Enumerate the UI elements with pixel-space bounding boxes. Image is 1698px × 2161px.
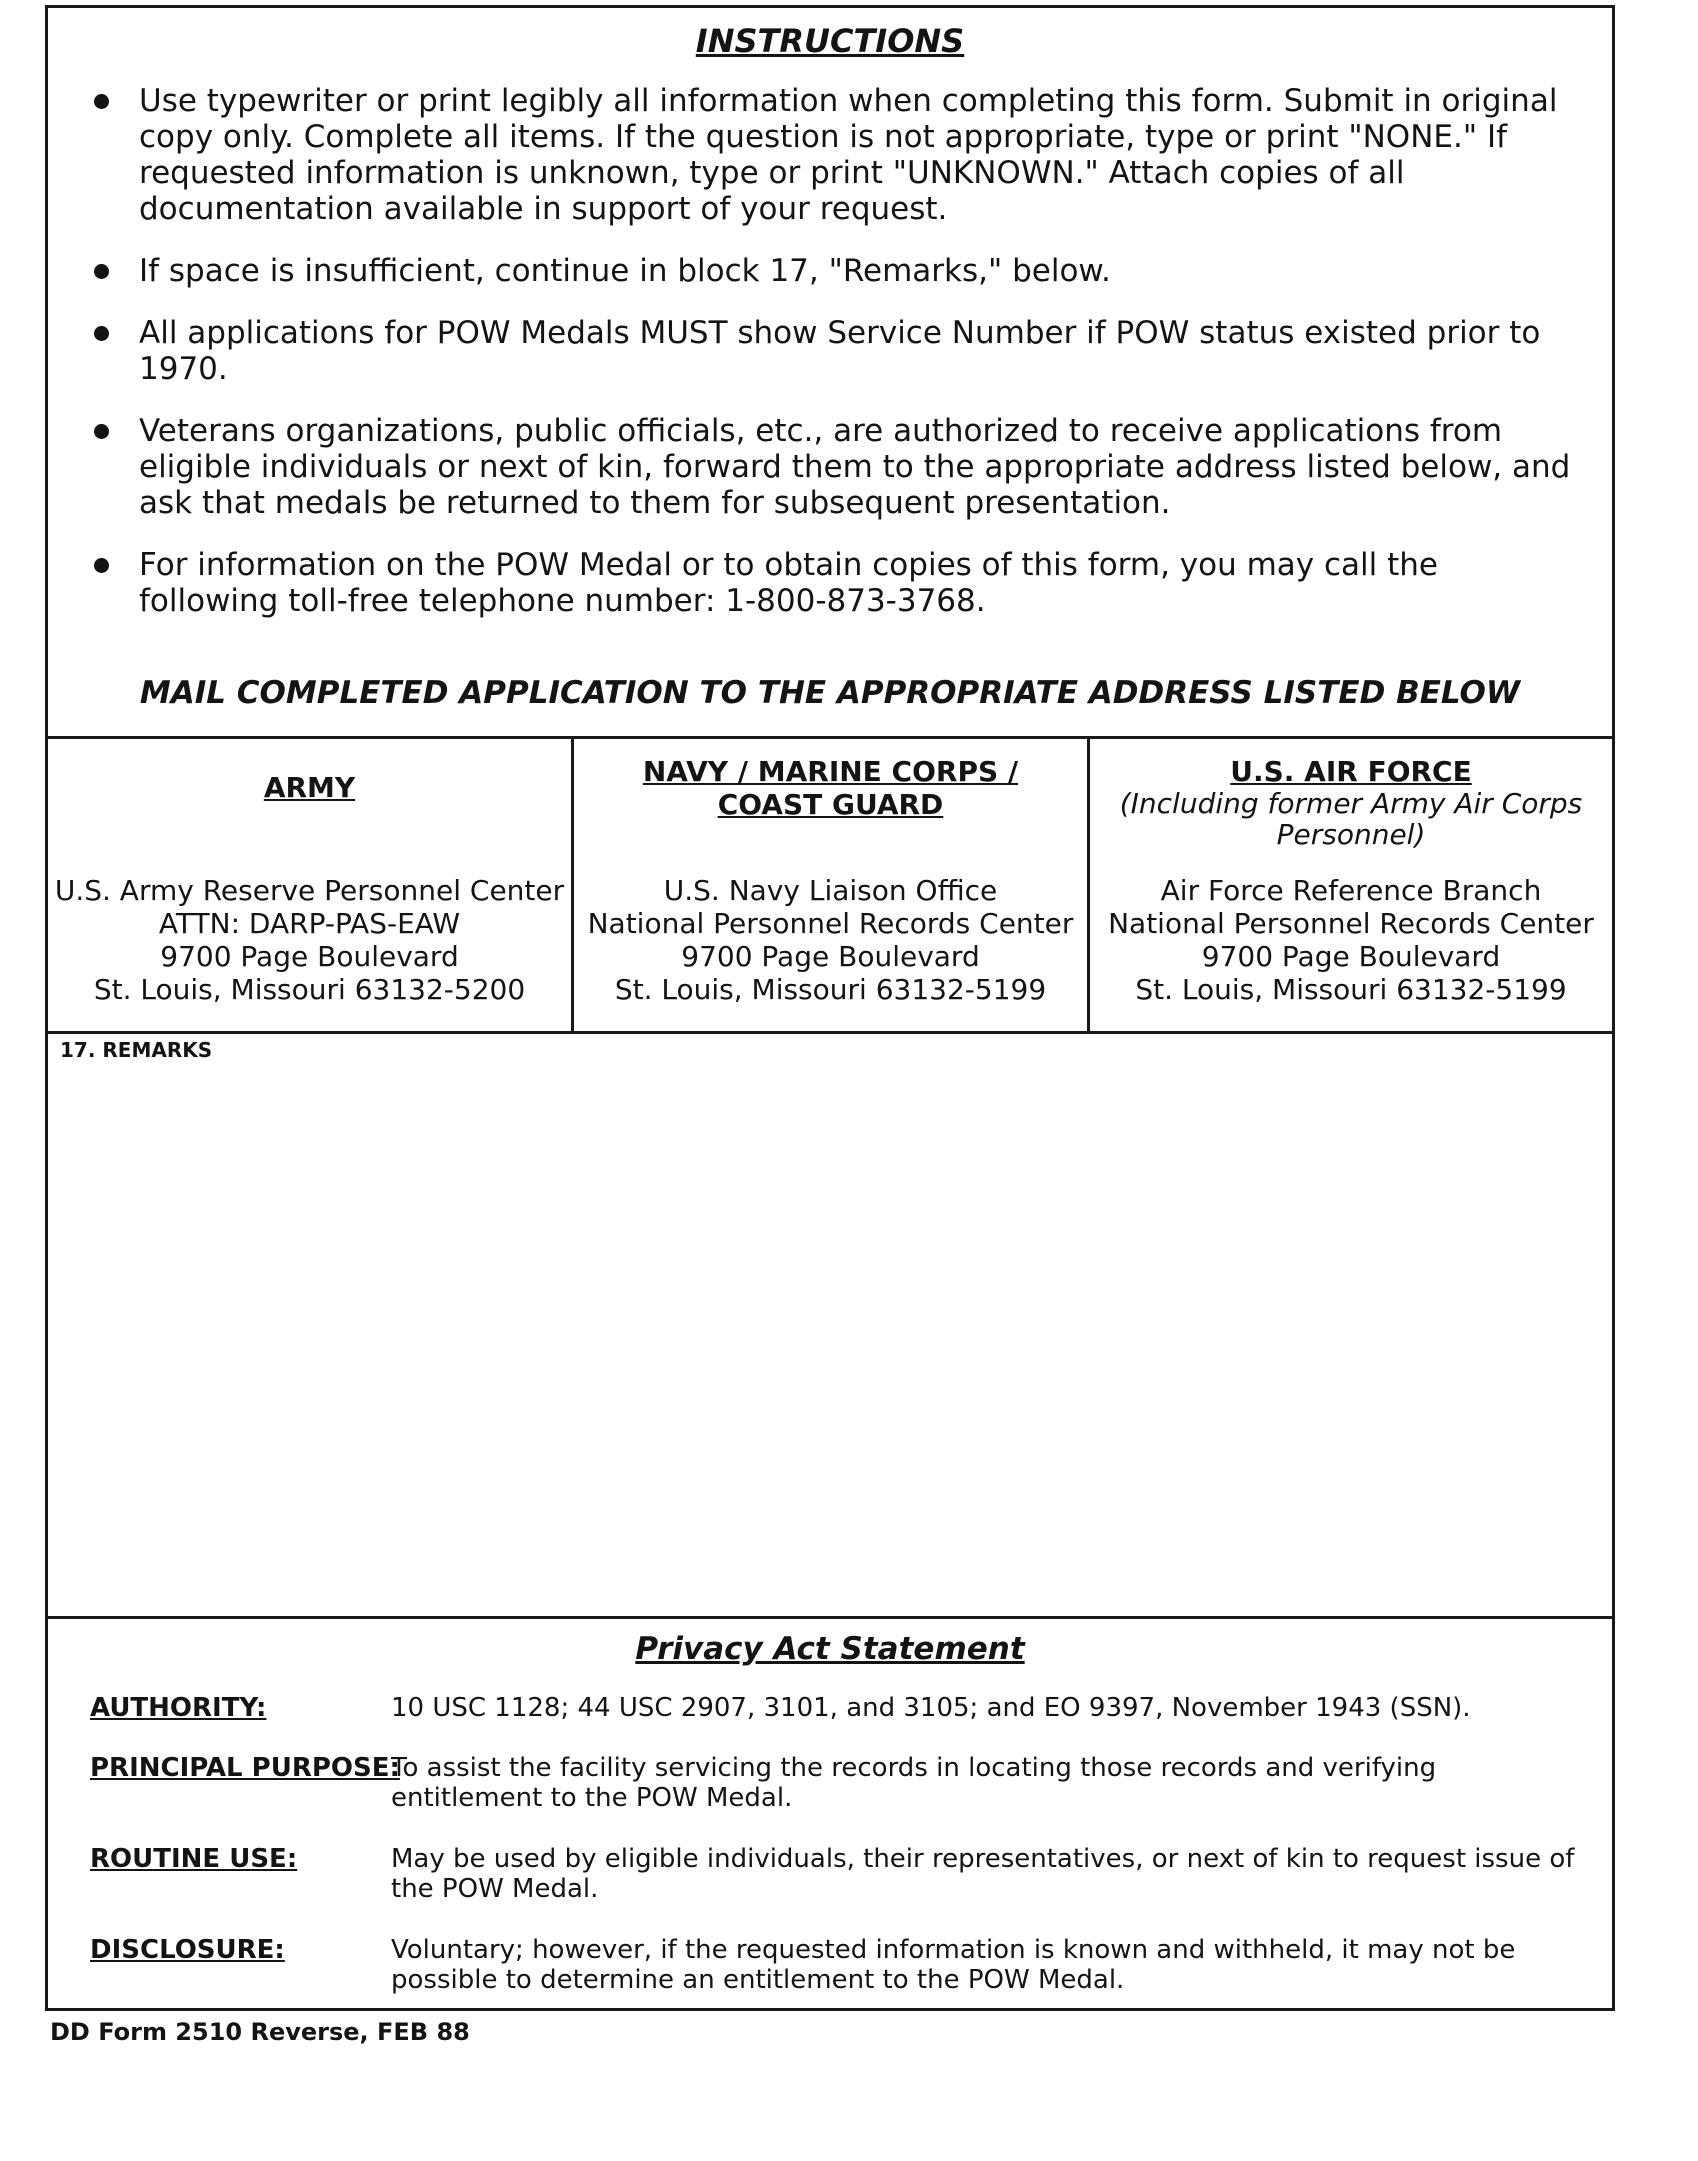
instruction-text: All applications for POW Medals MUST show Service Number if POW status existed prior to 1970. [139, 315, 1541, 387]
form-frame [45, 5, 1615, 2011]
privacy-act-section [48, 1619, 1612, 2014]
instruction-text: Veterans organizations, public officials, etc., are authorized to receive applications from eligible individuals or next of kin, forward them to the appropriate address listed below, and ask that medals be returned to them for subsequent presentation. [139, 413, 1571, 521]
bullet-icon [94, 326, 109, 341]
privacy-text: May be used by eligible individuals, their representatives, or next of kin to request issue of the POW Medal. [391, 1844, 1575, 1904]
air-force-subheading [1090, 788, 1612, 850]
instruction-item [48, 315, 1612, 387]
form-id: DD Form 2510 Reverse, FEB 88 [50, 2018, 470, 2046]
address-line: Air Force Reference Branch [1160, 874, 1542, 907]
army-heading: ARMY [263, 771, 356, 804]
navy-heading-line2: COAST GUARD [717, 788, 944, 821]
privacy-label: DISCLOSURE: [90, 1935, 285, 1965]
address-navy [574, 739, 1090, 1031]
address-line: St. Louis, Missouri 63132-5199 [1135, 973, 1567, 1006]
privacy-label: AUTHORITY: [90, 1693, 267, 1723]
bullet-icon [94, 94, 109, 109]
instruction-item [48, 253, 1612, 289]
instruction-item [48, 413, 1612, 521]
privacy-text: Voluntary; however, if the requested information is known and withheld, it may not be possible to determine an entitlement to the POW Medal. [391, 1935, 1516, 1995]
air-force-address [1090, 874, 1612, 1006]
remarks-label: 17. REMARKS [60, 1038, 213, 1062]
navy-address [574, 874, 1087, 1006]
address-line: St. Louis, Missouri 63132-5200 [93, 973, 526, 1006]
address-table [48, 736, 1612, 1034]
instruction-text: For information on the POW Medal or to obtain copies of this form, you may call the following toll-free telephone number: 1-800-873-3768. [139, 547, 1438, 619]
privacy-title: Privacy Act Statement [635, 1631, 1025, 1667]
army-address [48, 874, 571, 1006]
instructions-title: INSTRUCTIONS [695, 22, 965, 60]
address-line: 9700 Page Boulevard [1201, 940, 1501, 973]
address-army [48, 739, 574, 1031]
air-force-sub-line: Personnel) [1276, 818, 1426, 851]
privacy-text: 10 USC 1128; 44 USC 2907, 3101, and 3105; and EO 9397, November 1943 (SSN). [391, 1693, 1471, 1723]
address-line: U.S. Navy Liaison Office [663, 874, 998, 907]
bullet-icon [94, 558, 109, 573]
privacy-text: To assist the facility servicing the records in locating those records and verifying entitlement to the POW Medal. [391, 1753, 1437, 1813]
address-line: St. Louis, Missouri 63132-5199 [614, 973, 1047, 1006]
address-line: National Personnel Records Center [1108, 907, 1594, 940]
instructions-list [48, 83, 1612, 645]
instruction-text: If space is insufficient, continue in block 17, "Remarks," below. [139, 253, 1111, 289]
instructions-section [48, 8, 1612, 736]
mail-heading: MAIL COMPLETED APPLICATION TO THE APPROPRIATE ADDRESS LISTED BELOW [139, 675, 1521, 711]
instruction-text: Use typewriter or print legibly all information when completing this form. Submit in original copy only. Complete all items. If the question is not appropriate, type or print "NONE." If requested information is unknown, type or print "UNKNOWN." Attach copies of all documentation available in support of your request. [139, 83, 1558, 227]
address-line: 9700 Page Boulevard [160, 940, 459, 973]
air-force-heading: U.S. AIR FORCE [1230, 755, 1472, 788]
instruction-item [48, 547, 1612, 619]
address-line: 9700 Page Boulevard [681, 940, 980, 973]
bullet-icon [94, 264, 109, 279]
bullet-icon [94, 424, 109, 439]
instruction-item [48, 83, 1612, 227]
address-line: National Personnel Records Center [587, 907, 1074, 940]
address-line: ATTN: DARP-PAS-EAW [158, 907, 461, 940]
remarks-field[interactable] [48, 1034, 1612, 1619]
address-air-force [1090, 739, 1612, 1031]
privacy-label: PRINCIPAL PURPOSE: [90, 1753, 400, 1783]
air-force-sub-line: (Including former Army Air Corps [1119, 787, 1583, 820]
navy-heading-line1: NAVY / MARINE CORPS / [642, 755, 1019, 788]
address-line: U.S. Army Reserve Personnel Center [54, 874, 565, 907]
privacy-label: ROUTINE USE: [90, 1844, 298, 1874]
